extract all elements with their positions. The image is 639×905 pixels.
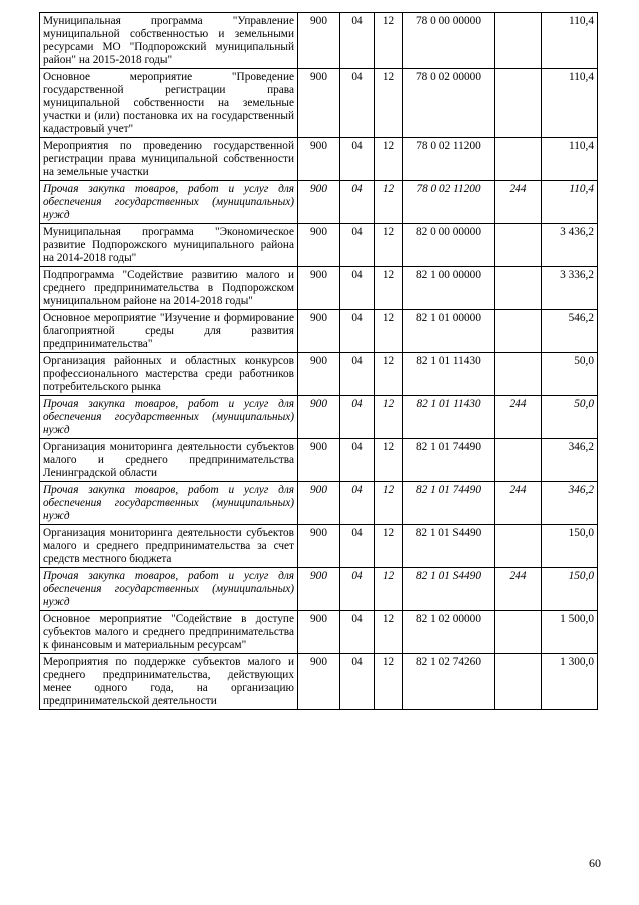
table-row [40, 439, 598, 482]
expense-type-cell [495, 611, 542, 654]
table-row [40, 525, 598, 568]
row-name-cell: Организация мониторинга деятельности субъектов малого и среднего предпринимательства Ленинградской области [40, 439, 298, 482]
grbs-code-cell: 900 [298, 353, 340, 396]
row-name-cell: Прочая закупка товаров, работ и услуг для обеспечения государственных (муниципальных) нужд [40, 482, 298, 525]
amount-cell: 110,4 [542, 13, 598, 69]
amount-cell: 346,2 [542, 482, 598, 525]
section-code-cell: 04 [340, 568, 375, 611]
row-name-cell: Прочая закупка товаров, работ и услуг для обеспечения государственных (муниципальных) нужд [40, 568, 298, 611]
target-article-cell: 82 1 01 00000 [403, 310, 495, 353]
expense-type-cell [495, 439, 542, 482]
target-article-cell: 82 1 01 S4490 [403, 568, 495, 611]
section-code-cell: 04 [340, 224, 375, 267]
amount-cell: 110,4 [542, 181, 598, 224]
amount-cell: 50,0 [542, 353, 598, 396]
amount-cell: 3 336,2 [542, 267, 598, 310]
subsection-code-cell: 12 [375, 396, 403, 439]
target-article-cell: 82 1 02 74260 [403, 654, 495, 710]
grbs-code-cell: 900 [298, 525, 340, 568]
subsection-code-cell: 12 [375, 654, 403, 710]
section-code-cell: 04 [340, 181, 375, 224]
table-row [40, 654, 598, 710]
target-article-cell: 82 1 01 74490 [403, 439, 495, 482]
target-article-cell: 82 1 02 00000 [403, 611, 495, 654]
subsection-code-cell: 12 [375, 181, 403, 224]
table-row [40, 13, 598, 69]
section-code-cell: 04 [340, 13, 375, 69]
row-name-cell: Прочая закупка товаров, работ и услуг для обеспечения государственных (муниципальных) нужд [40, 181, 298, 224]
amount-cell: 3 436,2 [542, 224, 598, 267]
expense-type-cell [495, 525, 542, 568]
expense-type-cell [495, 310, 542, 353]
subsection-code-cell: 12 [375, 69, 403, 138]
table-row [40, 138, 598, 181]
table-row [40, 568, 598, 611]
section-code-cell: 04 [340, 396, 375, 439]
table-row [40, 224, 598, 267]
amount-cell: 150,0 [542, 525, 598, 568]
expense-type-cell [495, 267, 542, 310]
expense-type-cell: 244 [495, 568, 542, 611]
subsection-code-cell: 12 [375, 138, 403, 181]
row-name-cell: Основное мероприятие "Содействие в доступе субъектов малого и среднего предпринимательства к финансовым и материальным ресурсам" [40, 611, 298, 654]
row-name-cell: Муниципальная программа "Управление муниципальной собственностью и земельными ресурсами МО "Подпорожский муниципальный район" на 2015-2018 годы" [40, 13, 298, 69]
table-row [40, 611, 598, 654]
subsection-code-cell: 12 [375, 310, 403, 353]
row-name-cell: Мероприятия по поддержке субъектов малого и среднего предпринимательства, действующих менее одного года, на организацию предпринимательской деятельности [40, 654, 298, 710]
section-code-cell: 04 [340, 439, 375, 482]
row-name-cell: Основное мероприятие "Изучение и формирование благоприятной среды для развития предпринимательства" [40, 310, 298, 353]
section-code-cell: 04 [340, 654, 375, 710]
expense-type-cell [495, 69, 542, 138]
section-code-cell: 04 [340, 310, 375, 353]
section-code-cell: 04 [340, 525, 375, 568]
table-row [40, 396, 598, 439]
section-code-cell: 04 [340, 353, 375, 396]
target-article-cell: 78 0 02 11200 [403, 181, 495, 224]
grbs-code-cell: 900 [298, 69, 340, 138]
row-name-cell: Мероприятия по проведению государственной регистрации права муниципальной собственности на земельные участки [40, 138, 298, 181]
row-name-cell: Прочая закупка товаров, работ и услуг для обеспечения государственных (муниципальных) нужд [40, 396, 298, 439]
amount-cell: 1 500,0 [542, 611, 598, 654]
section-code-cell: 04 [340, 611, 375, 654]
row-name-cell: Подпрограмма "Содействие развитию малого и среднего предпринимательства в Подпорожском муниципальном районе на 2014-2018 годы" [40, 267, 298, 310]
grbs-code-cell: 900 [298, 568, 340, 611]
row-name-cell: Основное мероприятие "Проведение государственной регистрации права муниципальной собственности на земельные участки и (или) постановка их на государственный кадастровый учет" [40, 69, 298, 138]
row-name-cell: Муниципальная программа "Экономическое развитие Подпорожского муниципального района на 2014-2018 годы" [40, 224, 298, 267]
table-row [40, 482, 598, 525]
amount-cell: 150,0 [542, 568, 598, 611]
amount-cell: 546,2 [542, 310, 598, 353]
grbs-code-cell: 900 [298, 654, 340, 710]
amount-cell: 110,4 [542, 138, 598, 181]
target-article-cell: 82 0 00 00000 [403, 224, 495, 267]
table-row [40, 69, 598, 138]
target-article-cell: 82 1 00 00000 [403, 267, 495, 310]
amount-cell: 346,2 [542, 439, 598, 482]
expense-type-cell: 244 [495, 482, 542, 525]
expense-type-cell [495, 224, 542, 267]
grbs-code-cell: 900 [298, 396, 340, 439]
table-row [40, 267, 598, 310]
subsection-code-cell: 12 [375, 224, 403, 267]
target-article-cell: 78 0 00 00000 [403, 13, 495, 69]
target-article-cell: 82 1 01 11430 [403, 396, 495, 439]
target-article-cell: 82 1 01 11430 [403, 353, 495, 396]
grbs-code-cell: 900 [298, 13, 340, 69]
target-article-cell: 82 1 01 74490 [403, 482, 495, 525]
expense-type-cell [495, 13, 542, 69]
subsection-code-cell: 12 [375, 439, 403, 482]
table-body [40, 13, 598, 710]
amount-cell: 1 300,0 [542, 654, 598, 710]
grbs-code-cell: 900 [298, 267, 340, 310]
target-article-cell: 82 1 01 S4490 [403, 525, 495, 568]
grbs-code-cell: 900 [298, 224, 340, 267]
row-name-cell: Организация районных и областных конкурсов профессионального мастерства среди работников потребительского рынка [40, 353, 298, 396]
grbs-code-cell: 900 [298, 138, 340, 181]
expense-type-cell [495, 353, 542, 396]
section-code-cell: 04 [340, 138, 375, 181]
subsection-code-cell: 12 [375, 13, 403, 69]
grbs-code-cell: 900 [298, 482, 340, 525]
subsection-code-cell: 12 [375, 482, 403, 525]
expense-type-cell: 244 [495, 396, 542, 439]
table-row [40, 181, 598, 224]
table-row [40, 310, 598, 353]
target-article-cell: 78 0 02 11200 [403, 138, 495, 181]
amount-cell: 50,0 [542, 396, 598, 439]
budget-table [39, 12, 598, 710]
grbs-code-cell: 900 [298, 611, 340, 654]
subsection-code-cell: 12 [375, 353, 403, 396]
section-code-cell: 04 [340, 267, 375, 310]
expense-type-cell [495, 654, 542, 710]
grbs-code-cell: 900 [298, 310, 340, 353]
grbs-code-cell: 900 [298, 181, 340, 224]
table-row [40, 353, 598, 396]
expense-type-cell [495, 138, 542, 181]
section-code-cell: 04 [340, 69, 375, 138]
target-article-cell: 78 0 02 00000 [403, 69, 495, 138]
expense-type-cell: 244 [495, 181, 542, 224]
section-code-cell: 04 [340, 482, 375, 525]
subsection-code-cell: 12 [375, 267, 403, 310]
grbs-code-cell: 900 [298, 439, 340, 482]
page-number: 60 [589, 856, 601, 870]
amount-cell: 110,4 [542, 69, 598, 138]
subsection-code-cell: 12 [375, 525, 403, 568]
row-name-cell: Организация мониторинга деятельности субъектов малого и среднего предпринимательства за счет средств местного бюджета [40, 525, 298, 568]
subsection-code-cell: 12 [375, 568, 403, 611]
subsection-code-cell: 12 [375, 611, 403, 654]
